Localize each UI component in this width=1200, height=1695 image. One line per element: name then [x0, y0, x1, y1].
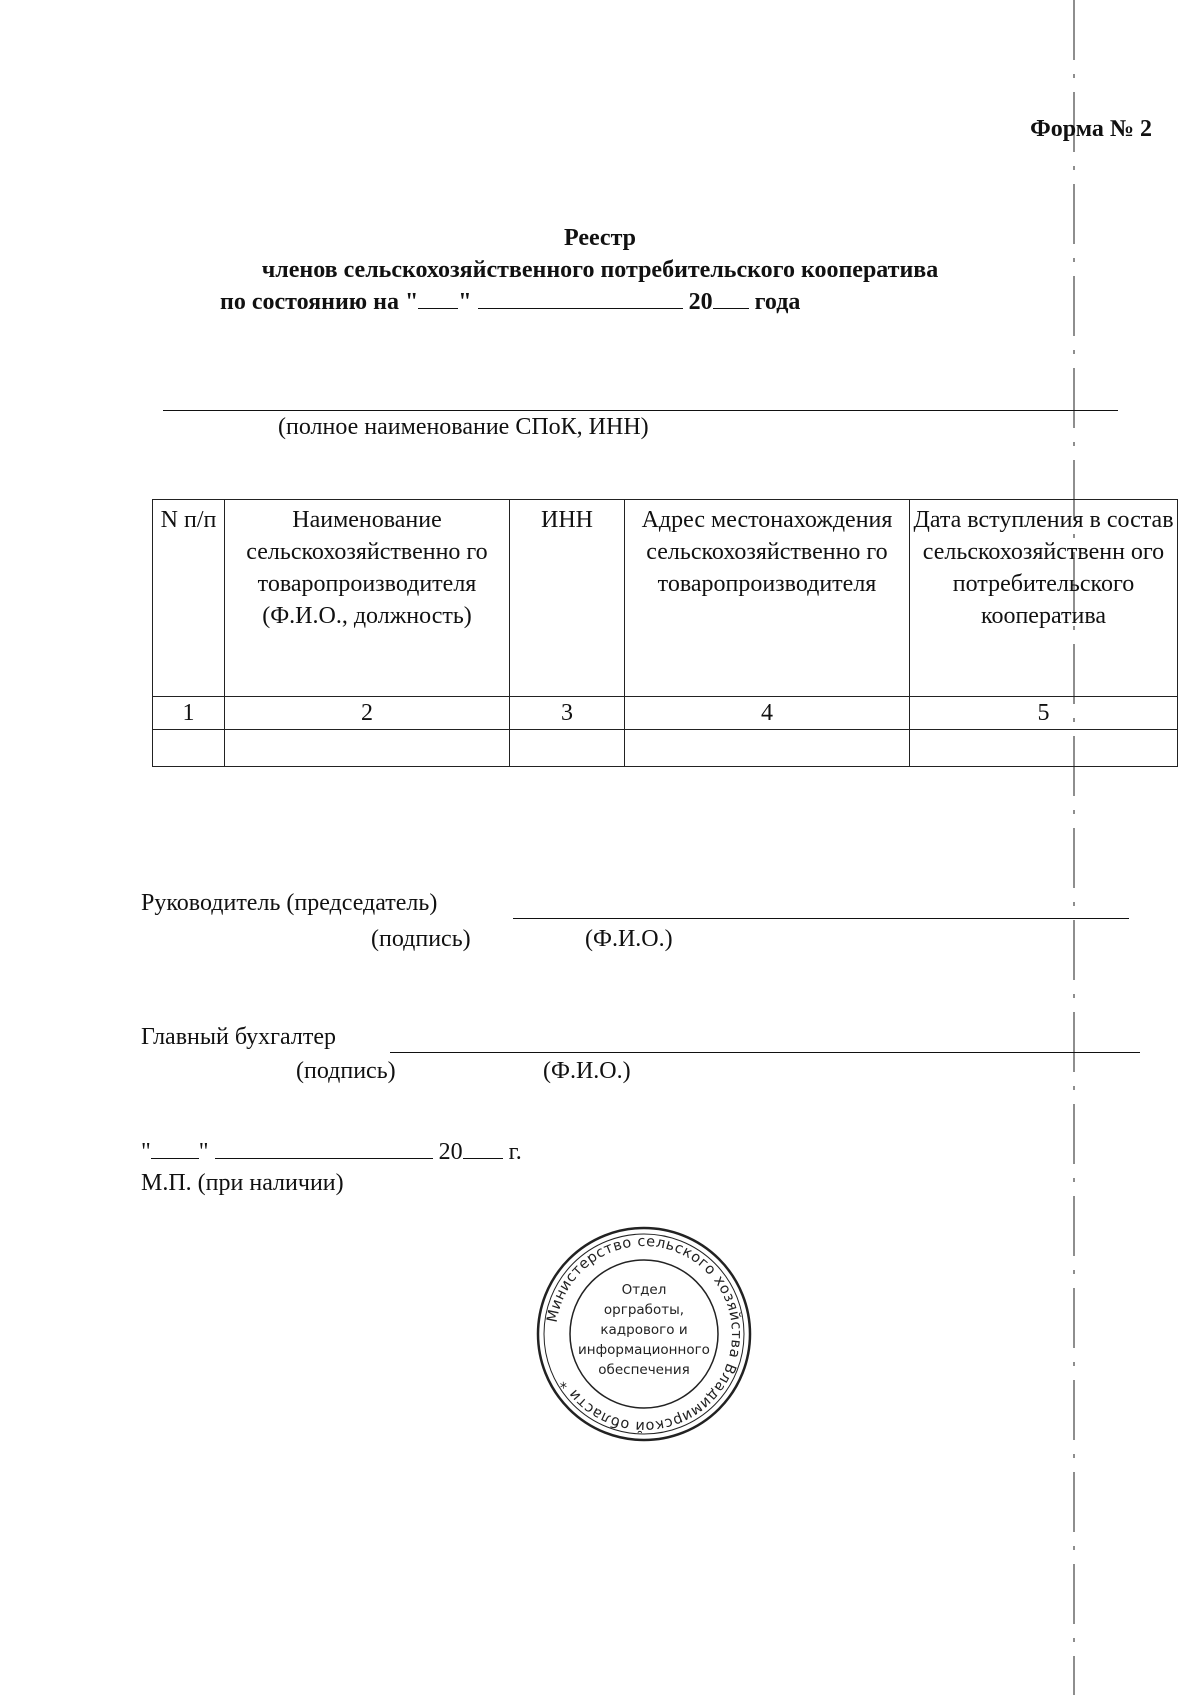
column-number: 2	[225, 697, 510, 730]
scan-fold-line	[1073, 0, 1075, 1695]
title-line-2: членов сельскохозяйственного потребительского кооператива	[261, 257, 939, 283]
sign-date-quote-close: "	[198, 1139, 209, 1165]
head-signature-label: Руководитель (председатель)	[141, 890, 438, 916]
year-blank[interactable]	[713, 286, 749, 309]
seal-note: М.П. (при наличии)	[141, 1170, 344, 1196]
sign-date-quote-open: "	[141, 1139, 151, 1165]
table-header-row	[153, 500, 1178, 697]
head-sign-caption: (подпись)	[371, 926, 471, 952]
stamp-center-line: обеспечения	[598, 1362, 690, 1378]
sign-date-year: 20	[438, 1139, 463, 1165]
table-row	[153, 730, 1178, 767]
accountant-sign-caption: (подпись)	[296, 1058, 396, 1084]
title-date-prefix: по состоянию на "	[220, 289, 419, 315]
stamp-center-line: Отдел	[621, 1282, 667, 1298]
org-name-line[interactable]	[163, 410, 1118, 411]
table-column-number-row	[153, 697, 1178, 730]
title-date-line	[150, 286, 1050, 318]
sign-year-blank[interactable]	[463, 1136, 503, 1159]
table-cell[interactable]	[625, 730, 910, 767]
column-number: 3	[510, 697, 625, 730]
official-stamp	[534, 1224, 754, 1444]
sign-month-blank[interactable]	[215, 1136, 433, 1159]
table-cell[interactable]	[225, 730, 510, 767]
form-number: Форма № 2	[1030, 116, 1152, 142]
stamp-center-line: оргработы,	[603, 1302, 685, 1318]
title-line-1: Реестр	[563, 225, 637, 251]
accountant-fio-caption: (Ф.И.О.)	[543, 1058, 631, 1084]
accountant-signature-line[interactable]	[390, 1052, 1140, 1053]
stamp-center-line: информационного	[578, 1342, 710, 1358]
column-number: 5	[910, 697, 1178, 730]
title-year-suffix: года	[754, 289, 801, 315]
sign-day-blank[interactable]	[151, 1136, 199, 1159]
header-producer-name: Наименование сельскохозяйственно го товаропроизводителя (Ф.И.О., должность)	[225, 500, 510, 697]
day-blank[interactable]	[418, 286, 458, 309]
header-address: Адрес местонахождения сельскохозяйственно го товаропроизводителя	[625, 500, 910, 697]
head-signature-line[interactable]	[513, 918, 1129, 919]
header-join-date: Дата вступления в состав сельскохозяйственн ого потребительского кооператива	[910, 500, 1178, 697]
stamp-center-line: кадрового и	[600, 1322, 688, 1338]
table-cell[interactable]	[510, 730, 625, 767]
title-date-quote-close: "	[458, 289, 472, 315]
head-fio-caption: (Ф.И.О.)	[585, 926, 673, 952]
column-number: 1	[153, 697, 225, 730]
column-number: 4	[625, 697, 910, 730]
header-inn: ИНН	[510, 500, 625, 697]
table-cell[interactable]	[910, 730, 1178, 767]
stamp-ring-text: Министерство сельского хозяйства Владимирской области *	[544, 1233, 745, 1435]
sign-date-line	[141, 1136, 522, 1166]
accountant-signature-label: Главный бухгалтер	[141, 1024, 336, 1050]
header-number: N п/п	[153, 500, 225, 697]
month-blank[interactable]	[478, 286, 683, 309]
org-name-caption: (полное наименование СПоК, ИНН)	[278, 414, 649, 440]
sign-date-suffix: г.	[508, 1139, 522, 1165]
title-year: 20	[688, 289, 713, 315]
document-title	[150, 222, 1050, 318]
table-cell[interactable]	[153, 730, 225, 767]
registry-table	[152, 499, 1178, 767]
